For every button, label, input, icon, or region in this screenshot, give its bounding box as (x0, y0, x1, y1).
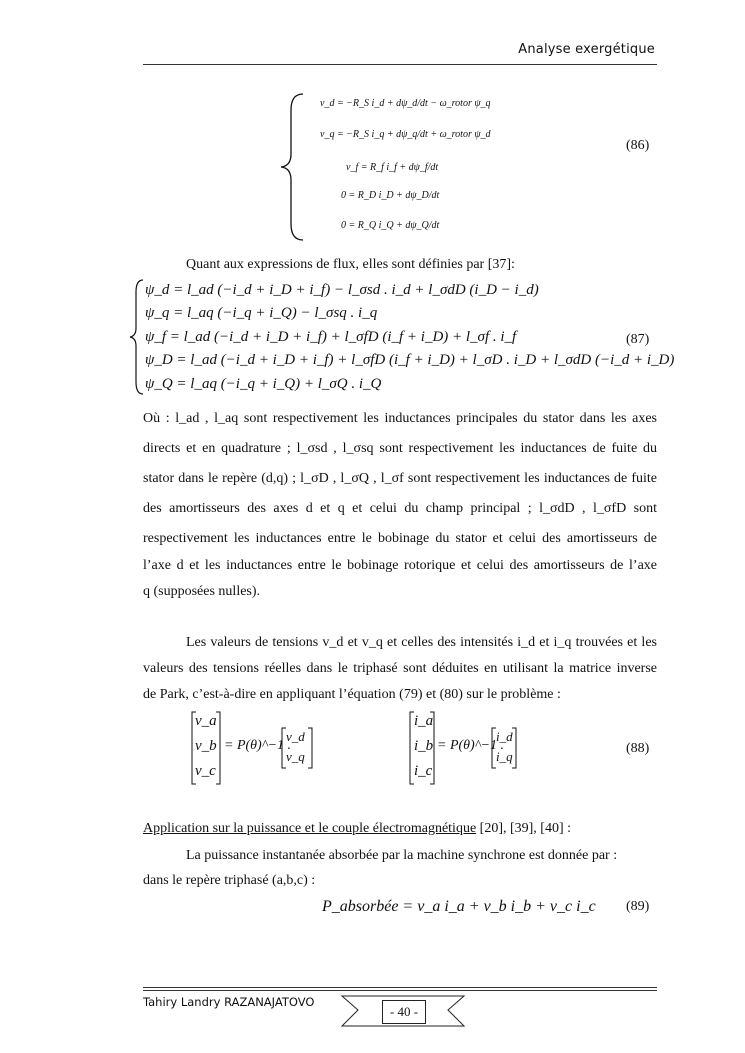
header-rule (143, 64, 657, 65)
definitions-line-6: l’axe d et les inductances entre le bobinage rotorique et celui des amortisseurs de l’axe (143, 558, 657, 573)
voltage-lhs-a: v_a (195, 713, 217, 729)
brace-87 (128, 278, 146, 396)
brace-86 (277, 92, 307, 242)
definitions-line-7: q (supposées nulles). (143, 584, 261, 599)
voltage-lhs-c: v_c (195, 763, 216, 779)
definitions-line-2: directs et en quadrature ; l_σsd , l_σsq sont respectivement les inductances de fuite du (143, 441, 657, 456)
current-rhs-q: i_q (496, 749, 513, 764)
park-line-2: valeurs des tensions réelles dans le triphasé sont déduites en utilisant la matrice inverse (143, 661, 657, 676)
eq88-number: (88) (626, 741, 650, 756)
eq86-line-2: v_q = −R_S i_q + dψ_q/dt + ω_rotor ψ_d (320, 129, 491, 140)
eq87-line-1: ψ_d = l_ad (−i_d + i_D + i_f) − l_σsd . i_d + l_σdD (i_D − i_d) (145, 282, 539, 298)
running-header: Analyse exergétique (518, 42, 655, 57)
park-line-1: Les valeurs de tensions v_d et v_q et celles des intensités i_d et i_q trouvées et les (186, 635, 657, 650)
definitions-line-4: des amortisseurs des axes d et q et celui du champ principal ; l_σdD , l_σfD sont (143, 501, 657, 516)
eq89-number: (89) (626, 899, 650, 914)
current-lhs-c: i_c (414, 763, 433, 779)
eq87-line-2: ψ_q = l_aq (−i_q + i_Q) − l_σsq . i_q (145, 305, 378, 321)
flux-intro: Quant aux expressions de flux, elles sont définies par [37]: (186, 257, 515, 272)
eq89-formula: P_absorbée = v_a i_a + v_b i_b + v_c i_c (322, 898, 596, 915)
power-intro-1: La puissance instantanée absorbée par la machine synchrone est donnée par : (186, 848, 618, 863)
current-lhs-a: i_a (414, 713, 434, 729)
voltage-rhs-q: v_q (286, 749, 305, 764)
eq87-line-5: ψ_Q = l_aq (−i_q + i_Q) + l_σQ . i_Q (145, 376, 382, 392)
voltage-rhs-d: v_d (286, 729, 305, 744)
current-lhs-b: i_b (414, 738, 434, 754)
voltage-park-operator: = P(θ)^−1 . (224, 738, 292, 753)
eq86-line-3: v_f = R_f i_f + dψ_f/dt (346, 162, 439, 173)
footer-rule-2 (143, 990, 657, 991)
current-rhs-d: i_d (496, 729, 513, 744)
footer-author: Tahiry Landry RAZANAJATOVO (143, 995, 315, 1009)
definitions-line-3: stator dans le repère (d,q) ; l_σD , l_σQ , l_σf sont respectivement les inductances de fuite (143, 471, 657, 486)
page-number: - 40 - (382, 1000, 426, 1024)
power-intro-2: dans le repère triphasé (a,b,c) : (143, 873, 316, 888)
eq86-number: (86) (626, 138, 650, 153)
footer-rule-1 (143, 987, 657, 988)
eq87-line-3: ψ_f = l_ad (−i_d + i_D + i_f) + l_σfD (i_f + i_D) + l_σf . i_f (145, 329, 517, 345)
definitions-line-5: respectivement les inductances entre le bobinage du stator et celui des amortisseurs de (143, 531, 657, 546)
eq87-line-4: ψ_D = l_ad (−i_d + i_D + i_f) + l_σfD (i_f + i_D) + l_σD . i_D + l_σdD (−i_d + i_D) (145, 352, 675, 368)
eq86-line-5: 0 = R_Q i_Q + dψ_Q/dt (341, 220, 440, 231)
application-heading-line (143, 814, 571, 843)
voltage-lhs-b: v_b (195, 738, 217, 754)
park-line-3: de Park, c’est-à-dire en appliquant l’équation (79) et (80) sur le problème : (143, 687, 561, 702)
application-refs: [20], [39], [40] : (476, 821, 572, 836)
definitions-line-1: Où : l_ad , l_aq sont respectivement les inductances principales du stator dans les axes (143, 411, 657, 426)
current-park-operator: = P(θ)^−1 . (437, 738, 505, 753)
application-heading: Application sur la puissance et le couple électromagnétique (143, 821, 477, 836)
eq86-line-4: 0 = R_D i_D + dψ_D/dt (341, 190, 440, 201)
eq86-line-1: v_d = −R_S i_d + dψ_d/dt − ω_rotor ψ_q (320, 98, 491, 109)
eq87-number: (87) (626, 332, 650, 347)
